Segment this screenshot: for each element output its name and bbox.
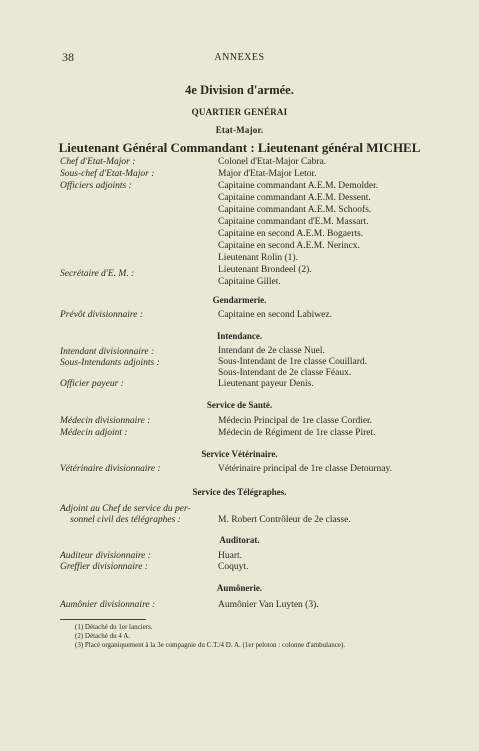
staff-value: Capitaine Gillet.: [218, 277, 281, 287]
staff-value: Capitaine commandant d'E.M. Massart.: [218, 217, 369, 227]
staff-value: Lieutenant Rolin (1).: [218, 253, 298, 263]
aumonerie-heading: Aumônerie.: [216, 583, 263, 593]
intendance-label: Sous-Intendants adjoints :: [60, 358, 160, 368]
staff-value: Lieutenant Brondeel (2).: [218, 265, 312, 275]
veterinaire-heading: Service Vétérinaire.: [201, 449, 278, 459]
veterinaire-value: Vétérinaire principal de 1re classe Detournay.: [218, 464, 392, 474]
staff-value: Major d'Etat-Major Letor.: [218, 169, 317, 179]
staff-value: Capitaine en second A.E.M. Nerincx.: [218, 241, 360, 251]
footnote: (3) Placé organiquement à la 3e compagnie du C.T./4 D. A. (1er peloton : colonne d'ambulance).: [75, 641, 346, 649]
sante-value: Médecin de Régiment de 1re classe Piret.: [218, 428, 376, 438]
intendance-value: Sous-Intendant de 2e classe Féaux.: [218, 368, 352, 378]
intendance-value: Sous-Intendant de 1re classe Couillard.: [218, 357, 368, 367]
quartier-general-heading: QUARTIER GENÉRAI: [191, 107, 288, 117]
running-head: ANNEXES: [214, 52, 265, 63]
telegraphes-label-line1: Adjoint au Chef de service du per-: [60, 504, 191, 514]
page-title: 4e Division d'armée.: [185, 83, 294, 97]
auditorat-heading: Auditorat.: [219, 535, 260, 545]
aumonier-value: Aumônier Van Luyten (3).: [218, 600, 319, 610]
telegraphes-heading: Service des Télégraphes.: [192, 487, 287, 497]
telegraphes-value: M. Robert Contrôleur de 2e classe.: [218, 515, 351, 525]
staff-value: Capitaine commandant A.E.M. Schoofs.: [218, 205, 372, 215]
veterinaire-label: Vétérinaire divisionnaire :: [60, 464, 161, 474]
staff-value: Capitaine en second A.E.M. Bogaerts.: [218, 229, 364, 239]
sante-label: Médecin divisionnaire :: [60, 416, 151, 426]
footnote-rule: [60, 619, 146, 620]
intendance-label: Intendant divisionnaire :: [60, 347, 155, 357]
intendance-label: Officier payeur :: [60, 379, 124, 389]
auditorat-label: Greffier divisionnaire :: [60, 562, 148, 572]
staff-value: Capitaine commandant A.E.M. Demolder.: [218, 181, 379, 191]
aumonier-label: Aumônier divisionnaire :: [60, 600, 156, 610]
staff-value: Colonel d'Etat-Major Cabra.: [218, 157, 327, 167]
auditorat-value: Huart.: [218, 551, 243, 561]
staff-label-officiers: Officiers adjoints :: [60, 181, 132, 191]
auditorat-value: Coquyt.: [218, 562, 249, 572]
auditorat-label: Auditeur divisionnaire :: [60, 551, 151, 561]
prevot-label: Prévôt divisionnaire :: [60, 310, 144, 320]
page-number: 38: [62, 50, 74, 64]
intendance-value: Lieutenant payeur Denis.: [218, 379, 314, 389]
staff-label-chef: Chef d'Etat-Major :: [60, 157, 136, 167]
sante-label: Médecin adjoint :: [60, 428, 128, 438]
sante-heading: Service de Santé.: [206, 400, 273, 410]
intendance-value: Intendant de 2e classe Nuel.: [218, 346, 325, 356]
intendance-heading: Intendance.: [216, 331, 263, 341]
footnote: (2) Détaché du 4 A.: [75, 632, 131, 640]
sante-value: Médecin Principal de 1re classe Cordier.: [218, 416, 373, 426]
commander-line: Lieutenant Général Commandant : Lieutenant général MICHEL: [58, 140, 421, 155]
staff-value: Capitaine commandant A.E.M. Dessent.: [218, 193, 371, 203]
prevot-value: Capitaine en second Labiwez.: [218, 310, 332, 320]
footnote: (1) Détaché du 1er lanciers.: [75, 623, 153, 631]
staff-label-sous-chef: Sous-chef d'Etat-Major :: [60, 169, 155, 179]
etat-major-heading: Etat-Major.: [215, 125, 264, 135]
telegraphes-label-line2: sonnel civil des télégraphes :: [70, 515, 181, 525]
gendarmerie-heading: Gendarmerie.: [212, 295, 267, 305]
staff-label-secretaire: Secrétaire d'E. M. :: [60, 269, 135, 279]
